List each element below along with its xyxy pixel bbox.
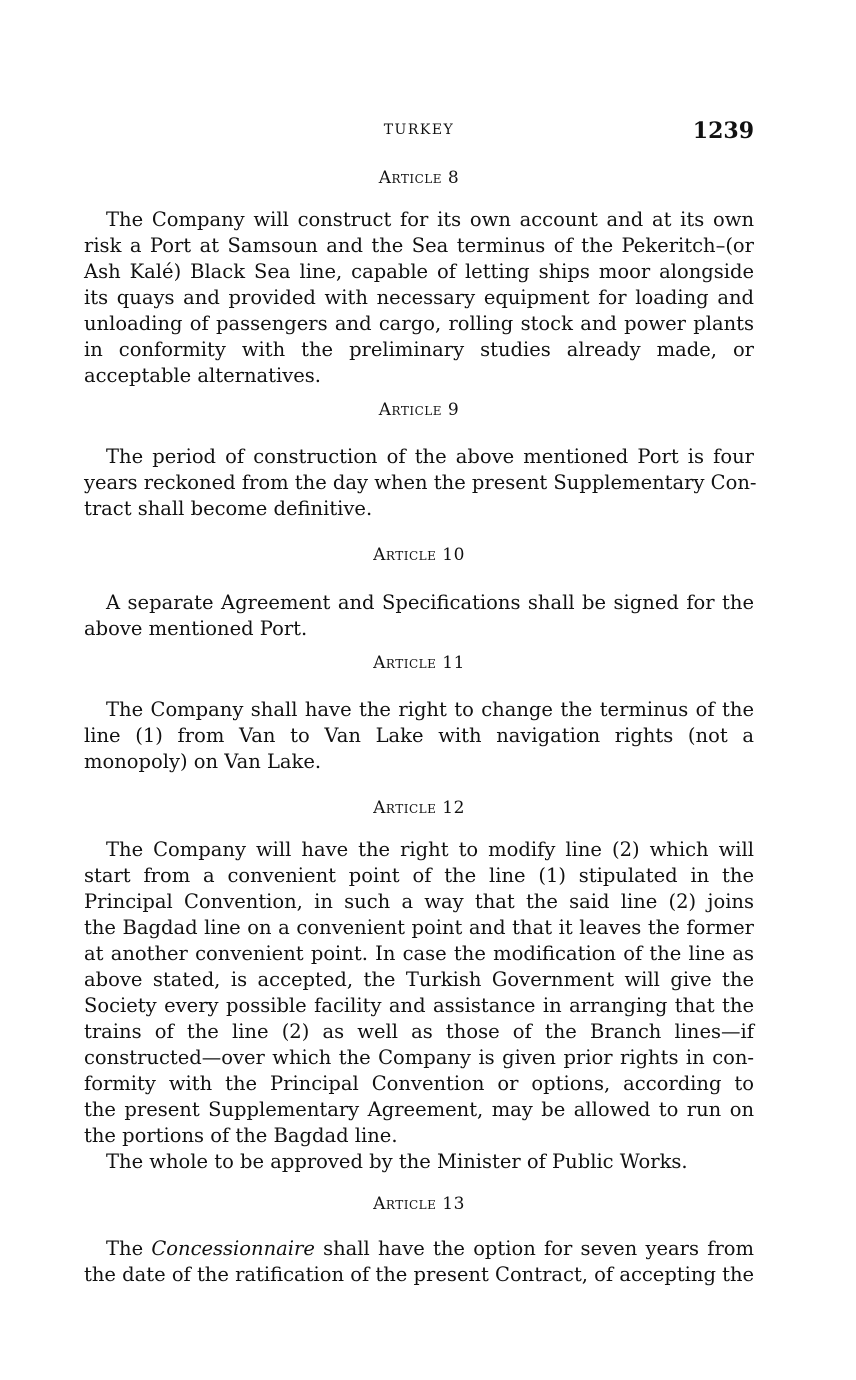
running-head bbox=[84, 118, 754, 148]
article-12-text bbox=[84, 837, 754, 1175]
text-line: risk a Port at Samsoun and the Sea terminus of the Pekeritch–(or bbox=[84, 234, 754, 257]
text-line: Principal Convention, in such a way that the said line (2) joins bbox=[84, 890, 754, 913]
text-line: the present Supplementary Agreement, may be allowed to run on bbox=[84, 1098, 754, 1121]
text-line: the Bagdad line on a convenient point and that it leaves the former bbox=[84, 916, 754, 939]
article-8-heading: Article 8 bbox=[378, 168, 460, 188]
article-8-text bbox=[84, 207, 754, 389]
article-9-heading: Article 9 bbox=[378, 400, 460, 420]
text-line: the date of the ratification of the present Contract, of accepting the bbox=[84, 1263, 755, 1286]
text-line: at another convenient point. In case the modification of the line as bbox=[84, 942, 754, 965]
text-line: The Company will construct for its own account and at its own bbox=[106, 208, 754, 231]
text-line: line (1) from Van to Van Lake with navigation rights (not a bbox=[84, 724, 754, 747]
text-line: above stated, is accepted, the Turkish Government will give the bbox=[84, 968, 754, 991]
article-9-text bbox=[84, 444, 757, 522]
article-13-heading: Article 13 bbox=[373, 1194, 465, 1214]
text-line: start from a convenient point of the line (1) stipulated in the bbox=[84, 864, 754, 887]
text-line: A separate Agreement and Specifications shall be signed for the bbox=[106, 591, 754, 614]
text-line: formity with the Principal Convention or options, according to bbox=[84, 1072, 754, 1095]
text-line: monopoly) on Van Lake. bbox=[84, 750, 322, 773]
text-line: The period of construction of the above mentioned Port is four bbox=[106, 445, 754, 468]
text-line: in conformity with the preliminary studies already made, or bbox=[84, 338, 754, 361]
article-10-text bbox=[84, 590, 754, 642]
text-line: its quays and provided with necessary equipment for loading and bbox=[84, 286, 754, 309]
text-line: the portions of the Bagdad line. bbox=[84, 1124, 398, 1147]
text-line: Ash Kalé) Black Sea line, capable of letting ships moor alongside bbox=[84, 260, 754, 283]
running-title: TURKEY bbox=[383, 122, 455, 138]
article-13-text bbox=[84, 1236, 754, 1288]
page-number: 1239 bbox=[692, 118, 754, 144]
text-span: shall have the option for seven years from bbox=[314, 1237, 754, 1260]
article-10-heading: Article 10 bbox=[373, 545, 465, 565]
text-line: above mentioned Port. bbox=[84, 617, 308, 640]
article-11-heading: Article 11 bbox=[373, 653, 465, 673]
text-line bbox=[84, 1236, 754, 1262]
text-line: tract shall become definitive. bbox=[84, 497, 373, 520]
text-line: constructed—over which the Company is given prior rights in con- bbox=[84, 1046, 754, 1069]
italic-term: Concessionnaire bbox=[151, 1237, 315, 1260]
text-line: trains of the line (2) as well as those of the Branch lines—if bbox=[84, 1020, 754, 1043]
text-line: Society every possible facility and assistance in arranging that the bbox=[84, 994, 754, 1017]
text-span: The bbox=[106, 1237, 152, 1260]
text-line: The whole to be approved by the Minister of Public Works. bbox=[106, 1150, 688, 1173]
text-line: The Company shall have the right to change the terminus of the bbox=[106, 698, 754, 721]
article-11-text bbox=[84, 697, 754, 775]
text-line: years reckoned from the day when the present Supplementary Con- bbox=[84, 471, 757, 494]
text-line: The Company will have the right to modify line (2) which will bbox=[106, 838, 754, 861]
article-12-heading: Article 12 bbox=[373, 798, 465, 818]
text-line: acceptable alternatives. bbox=[84, 364, 321, 387]
text-line: unloading of passengers and cargo, rolling stock and power plants bbox=[84, 312, 754, 335]
